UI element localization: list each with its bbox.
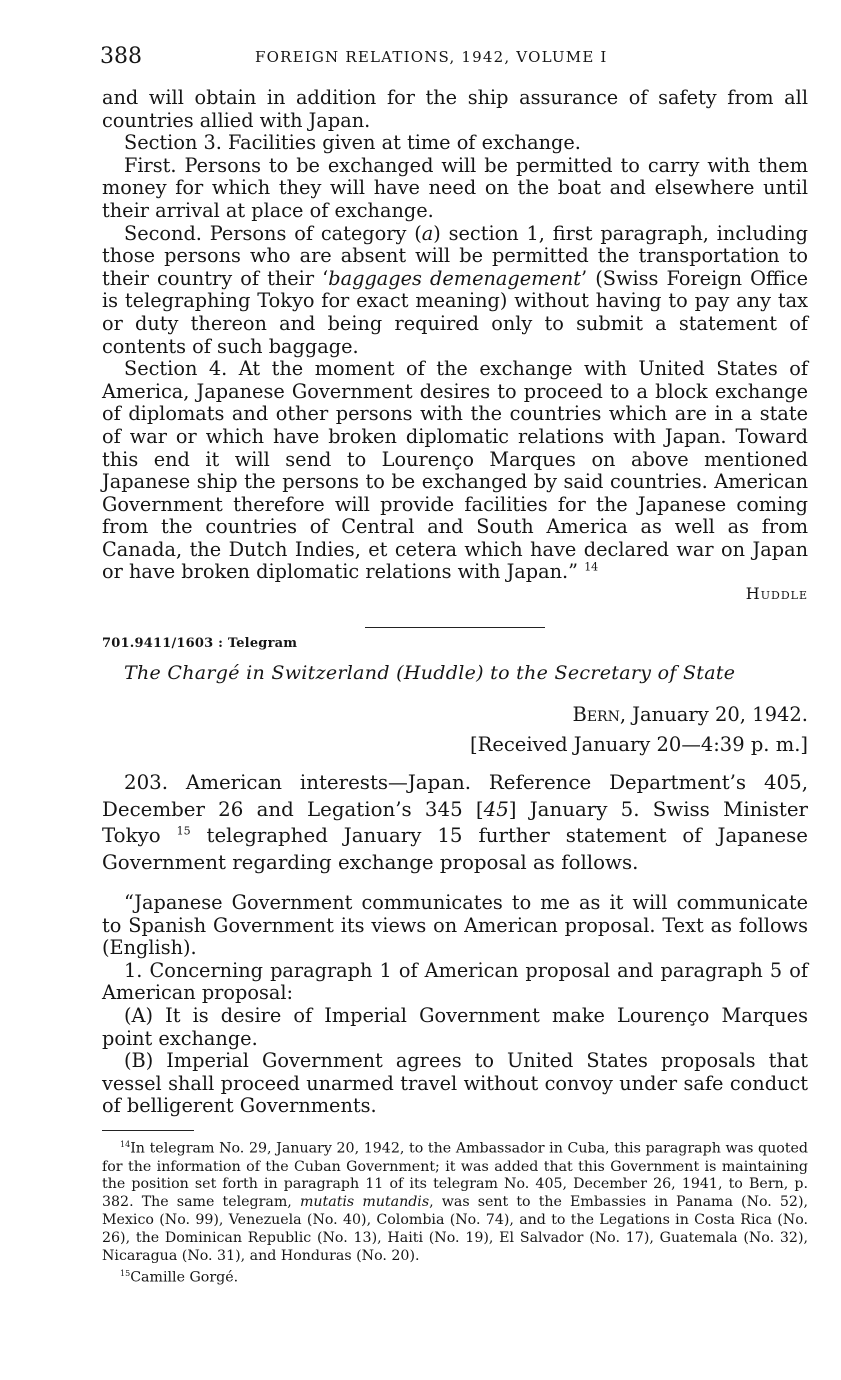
signature: Huddle xyxy=(745,584,808,604)
footnotes xyxy=(102,1136,808,1288)
continuation-paragraph: and will obtain in addition for the ship assurance of safety from all countries allied with Japan. xyxy=(102,86,808,132)
running-head: FOREIGN RELATIONS, 1942, VOLUME I xyxy=(255,48,608,66)
footnote-ref-15: 15 xyxy=(176,824,191,838)
telegram-paragraph: 203. American interests—Japan. Reference Department’s 405, December 26 and Legation’s 345 [45] January 5. Swiss Minister Tokyo $^{15}$ telegraphed January 15 further statement of Japanese Government regarding exchange proposal as follows. xyxy=(102,771,808,874)
footnote-14: $^{14}$In telegram No. 29, January 20, 1942, to the Ambassador in Cuba, this paragraph was quoted for the information of the Cuban Government; it was added that this Government is maintaining the position set forth in paragraph 11 of its telegram No. 405, December 26, 1941, to Bern, p. 382. The same telegram, mutatis mutandis, was sent to the Embassies in Panama (No. 52), Mexico (No. 99), Venezuela (No. 40), Colombia (No. 74), and to the Legations in Costa Rica (No. 26), the Dominican Republic (No. 13), Haiti (No. 19), El Salvador (No. 17), Guatemala (No. 32), Nicaragua (No. 31), and Honduras (No. 20). xyxy=(102,1140,809,1264)
quoted-item-1: 1. Concerning paragraph 1 of American proposal and paragraph 5 of American proposal: xyxy=(102,958,808,1005)
received-line: [Received January 20—4:39 p. m.] xyxy=(470,733,808,757)
quoted-item-a: (A) It is desire of Imperial Government make Lourenço Marques point exchange. xyxy=(102,1004,808,1050)
file-number: 701.9411/1603 : Telegram xyxy=(102,636,298,652)
section-divider xyxy=(365,627,545,628)
footnote-ref-14: 14 xyxy=(584,561,599,575)
page-header xyxy=(100,44,805,70)
dateline xyxy=(102,700,808,760)
footnote-15: $^{15}$Camille Gorgé. xyxy=(120,1269,239,1287)
page-body xyxy=(102,87,808,1288)
section-3-heading: Section 3. Facilities given at time of exchange. xyxy=(124,131,581,155)
footnote-rule xyxy=(102,1130,194,1131)
quoted-paragraph: “Japanese Government communicates to me as it will communicate to Spanish Government its views on American proposal. Text as follows (English). xyxy=(102,891,808,960)
document-title: The Chargé in Switzerland (Huddle) to the Secretary of State xyxy=(124,662,736,685)
quoted-item-b: (B) Imperial Government agrees to United States proposals that vessel shall proceed unarmed travel without convoy under safe conduct of belligerent Governments. xyxy=(102,1049,808,1118)
place-date xyxy=(102,700,808,730)
page-number: 388 xyxy=(100,44,142,69)
date: , January 20, 1942. xyxy=(619,703,808,727)
section-4-paragraph: Section 4. At the moment of the exchange with United States of America, Japanese Government desires to proceed to a block exchange of diplomats and other persons with the countries which are in a state of war or which have broken diplomatic relations with Japan. Toward this end it will send to Lourenço Marques on above mentioned Japanese ship the persons to be exchanged by said countries. American Government therefore will provide facilities for the Japanese coming from the countries of Central and South America as well as from Canada, the Dutch Indies, et cetera which have declared war on Japan or have broken diplomatic relations with Japan.” $^{14}$ xyxy=(102,357,808,584)
paragraph-second: Second. Persons of category (a) section 1, first paragraph, including those persons who are absent will be permitted the transportation to their country of their ‘baggages demenagement’ (Swiss Foreign Office is telegraphing Tokyo for exact meaning) without having to pay any tax or duty thereon and being required only to submit a statement of contents of such baggage. xyxy=(102,221,809,358)
place: Bern xyxy=(572,703,620,727)
paragraph-first: First. Persons to be exchanged will be permitted to carry with them money for which they will have need on the boat and elsewhere until their arrival at place of exchange. xyxy=(102,153,808,222)
